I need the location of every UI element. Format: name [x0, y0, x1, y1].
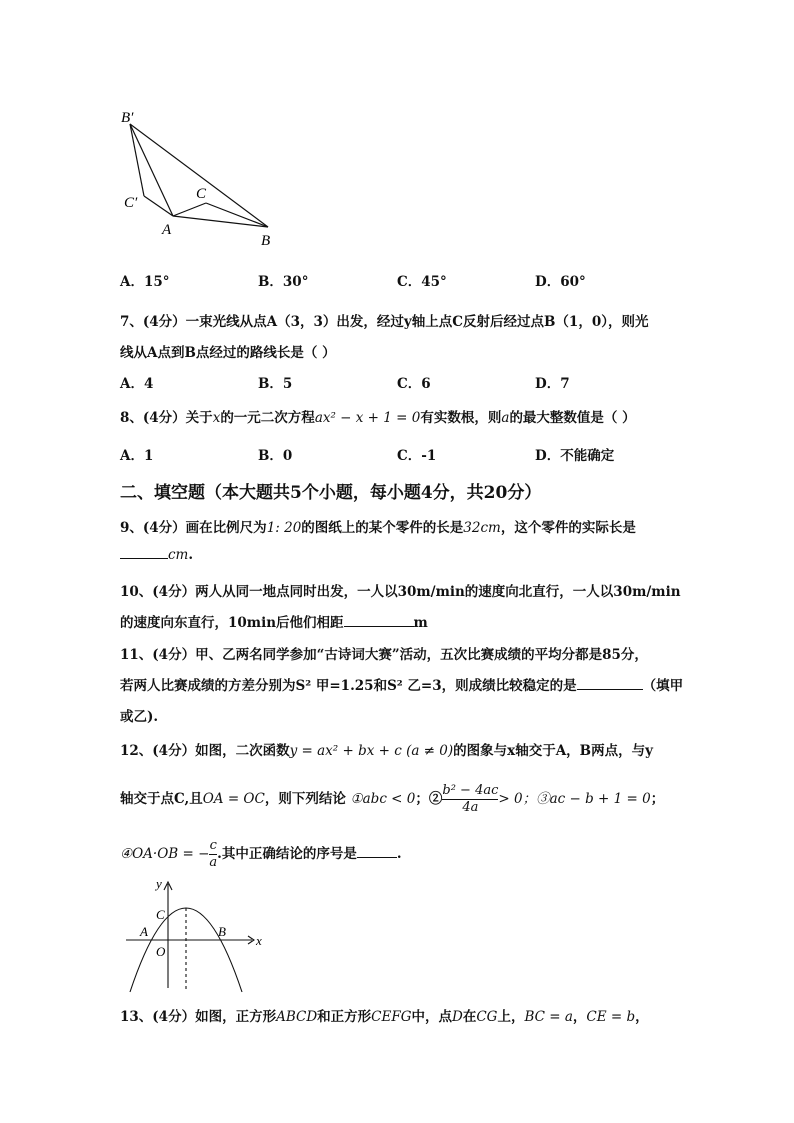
- q8-option-d: D．不能确定: [535, 448, 615, 464]
- triangle-figure: [118, 106, 288, 251]
- label-b: B: [218, 924, 226, 939]
- q11-answer-blank[interactable]: [577, 689, 643, 690]
- q8-equation: ax² − x + 1 = 0: [314, 410, 421, 426]
- q12-line1: 12、(4分）如图，二次函数y = ax² + bx + c (a ≠ 0)的图象与x轴交于A，B两点，与y: [120, 743, 653, 759]
- q8-line: 8、(4分）关于x的一元二次方程ax² − x + 1 = 0有实数根，则a的最大整数值是（ ）: [120, 410, 636, 426]
- q7-option-d: D．7: [535, 376, 570, 392]
- q8-option-c: C．-1: [397, 448, 437, 464]
- q6-option-a: A．15°: [120, 274, 170, 290]
- q10-line1: 10、(4分）两人从同一地点同时出发，一人以30m/min的速度向北直行，一人以30m/min: [120, 584, 681, 600]
- q7-option-b: B．5: [258, 376, 293, 392]
- q7-line1: 7、(4分）一束光线从点A（3，3）出发，经过y轴上点C反射后经过点B（1，0），则光: [120, 314, 649, 330]
- q9-answer-blank[interactable]: [120, 558, 168, 559]
- q6-option-d: D．60°: [535, 274, 586, 290]
- q12-line3: ④OA·OB = − $\frac{c}{a}$ .其中正确结论的序号是 .: [120, 838, 402, 870]
- label-b: B: [261, 233, 271, 249]
- q11-line3: 或乙).: [120, 709, 159, 725]
- label-b-prime: B′: [121, 110, 134, 126]
- q8-option-a: A．1: [120, 448, 154, 464]
- q8-option-b: B．0: [258, 448, 293, 464]
- q6-option-c: C．45°: [397, 274, 447, 290]
- q12-fraction: $\frac{\text{b² − 4ac}}{4a}$: [442, 783, 499, 815]
- axis-label-y: y: [156, 876, 162, 891]
- label-c: C: [196, 186, 207, 202]
- q7-option-a: A．4: [120, 376, 154, 392]
- label-c-prime: C′: [124, 195, 138, 211]
- q11-line1: 11、(4分）甲、乙两名同学参加“古诗词大赛”活动，五次比赛成绩的平均分都是85分，: [120, 647, 648, 663]
- q12-line2: 轴交于点C,且OA = OC，则下列结论 ①abc < 0；② $\frac{\text{b² − 4ac}}{4a}$ > 0；③ac − b + 1 = 0；: [120, 783, 665, 815]
- q6-option-b: B．30°: [258, 274, 309, 290]
- label-a: A: [140, 924, 148, 939]
- label-o: O: [156, 944, 166, 959]
- q10-answer-blank[interactable]: [344, 626, 414, 627]
- q10-line2: 的速度向东直行，10min后他们相距 m: [120, 615, 428, 631]
- q9-line1: 9、(4分）画在比例尺为1: 20的图纸上的某个零件的长是32cm，这个零件的实际长是: [120, 520, 636, 536]
- q7-line2: 线从A点到B点经过的路线长是（ ）: [120, 345, 336, 361]
- label-c: C: [156, 907, 165, 922]
- q9-line2: cm.: [120, 547, 193, 563]
- q11-line2: 若两人比赛成绩的方差分别为S² 甲=1.25和S² 乙=3，则成绩比较稳定的是 （填甲: [120, 678, 684, 694]
- section-heading: 二、填空题（本大题共5个小题，每小题4分，共20分）: [120, 483, 542, 503]
- parabola-figure: [120, 874, 270, 994]
- q12-answer-blank[interactable]: [357, 857, 397, 858]
- q7-option-c: C．6: [397, 376, 431, 392]
- q13-line: 13、(4分）如图，正方形ABCD和正方形CEFG中，点D在CG上，BC = a，CE = b，: [120, 1009, 649, 1025]
- q12-c-over-a: $\frac{c}{a}$: [209, 838, 218, 870]
- label-a: A: [162, 222, 172, 238]
- axis-label-x: x: [256, 933, 262, 948]
